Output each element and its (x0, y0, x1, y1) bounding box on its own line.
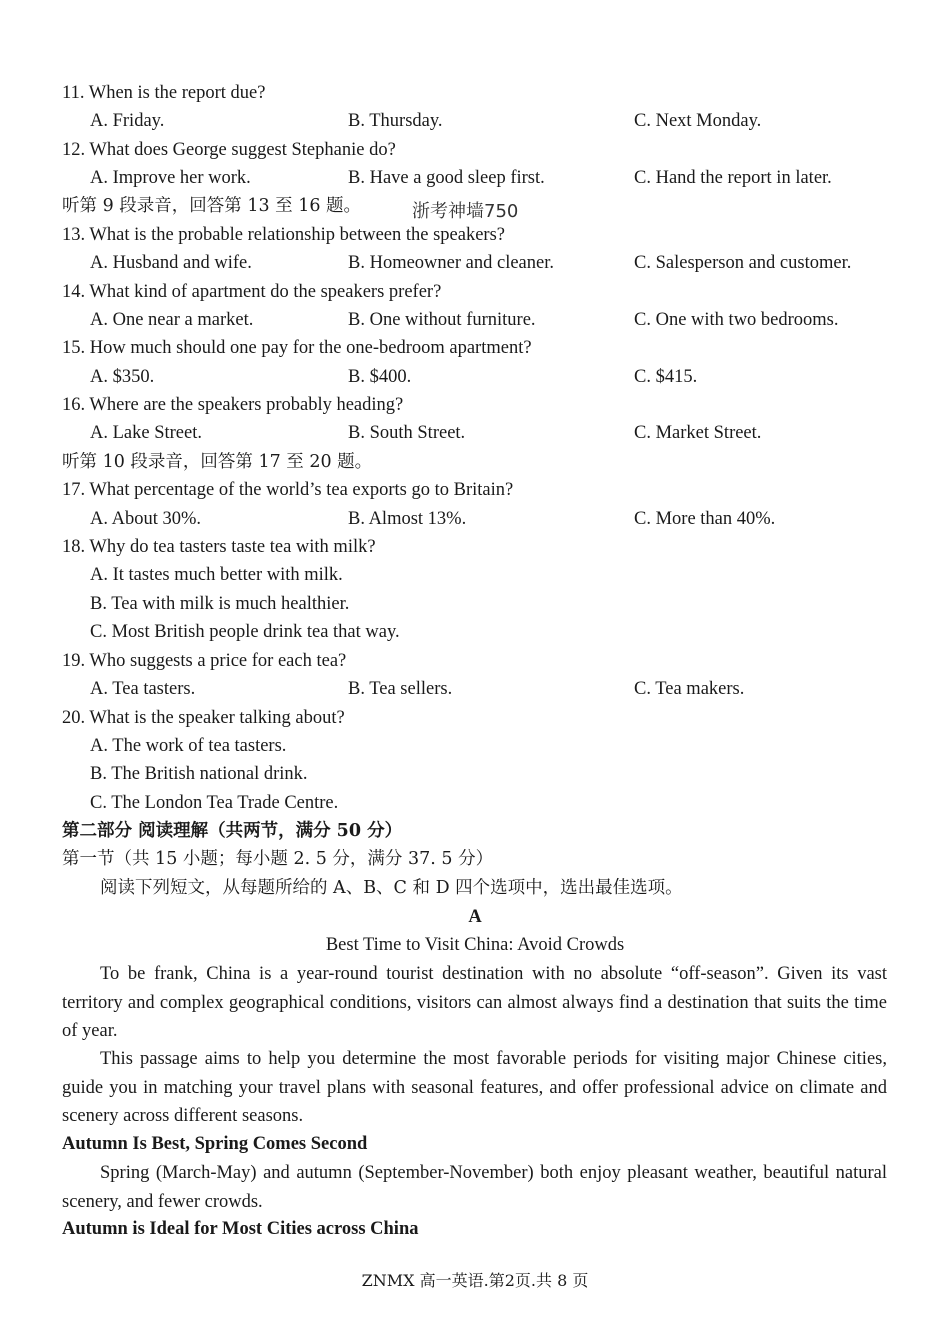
option-15c: C. $415. (634, 367, 698, 387)
question-13: 13. What is the probable relationship between the speakers? (62, 225, 505, 245)
option-12c: C. Hand the report in later. (634, 168, 832, 188)
option-19b: B. Tea sellers. (348, 679, 453, 699)
option-17a: A. About 30%. (90, 509, 201, 529)
option-17c: C. More than 40%. (634, 509, 776, 529)
option-11a: A. Friday. (90, 111, 165, 131)
option-15a: A. $350. (90, 367, 155, 387)
paragraph-3: Spring (March-May) and autumn (September-November) both enjoy pleasant weather, beautiful natural scenery, and fewer crowds. (62, 1163, 887, 1212)
question-18: 18. Why do tea tasters taste tea with milk? (62, 537, 376, 557)
option-11c: C. Next Monday. (634, 111, 762, 131)
question-12: 12. What does George suggest Stephanie do? (62, 140, 396, 160)
option-20b: B. The British national drink. (90, 764, 308, 784)
question-16: 16. Where are the speakers probably heading? (62, 395, 404, 415)
question-20: 20. What is the speaker talking about? (62, 708, 345, 728)
option-14b: B. One without furniture. (348, 310, 536, 330)
option-18a: A. It tastes much better with milk. (90, 565, 343, 585)
passage-title: Best Time to Visit China: Avoid Crowds (325, 935, 625, 955)
option-12a: A. Improve her work. (90, 168, 251, 188)
option-12b: B. Have a good sleep first. (348, 168, 545, 188)
option-20c: C. The London Tea Trade Centre. (90, 793, 339, 813)
question-11: 11. When is the report due? (62, 83, 266, 103)
watermark: 浙考神墙750 (412, 201, 519, 222)
question-17: 17. What percentage of the world’s tea exports go to Britain? (62, 480, 514, 500)
option-16a: A. Lake Street. (90, 423, 202, 443)
question-15: 15. How much should one pay for the one-bedroom apartment? (62, 338, 532, 358)
page-footer: ZNMX 高一英语.第2页.共 8 页 (361, 1271, 589, 1290)
option-13a: A. Husband and wife. (90, 253, 252, 273)
heading-autumn-best: Autumn Is Best, Spring Comes Second (62, 1134, 368, 1154)
option-20a: A. The work of tea tasters. (90, 736, 287, 756)
option-11b: B. Thursday. (348, 111, 443, 131)
option-16b: B. South Street. (348, 423, 466, 443)
option-18b: B. Tea with milk is much healthier. (90, 594, 350, 614)
option-13b: B. Homeowner and cleaner. (348, 253, 554, 273)
option-14c: C. One with two bedrooms. (634, 310, 839, 330)
option-19c: C. Tea makers. (634, 679, 745, 699)
question-14: 14. What kind of apartment do the speakers prefer? (62, 282, 442, 302)
option-15b: B. $400. (348, 367, 412, 387)
option-17b: B. Almost 13%. (348, 509, 467, 529)
paragraph-2: This passage aims to help you determine the most favorable periods for visiting major Chinese cities, guide you in matching your travel plans with seasonal features, and offer professional advice on climate and scenery across different seasons. (62, 1049, 887, 1127)
part2-title: 第二部分 阅读理解（共两节，满分 50 分） (62, 821, 403, 841)
paragraph-1: To be frank, China is a year-round tourist destination with no absolute “off-season”. Given its vast territory and complex geographical conditions, visitors can almost always find a destination that suits the time of year. (62, 964, 887, 1042)
option-13c: C. Salesperson and customer. (634, 253, 852, 273)
section-10-instruction: 听第 10 段录音，回答第 17 至 20 题。 (62, 452, 373, 472)
section-9-instruction: 听第 9 段录音，回答第 13 至 16 题。 (62, 196, 362, 216)
heading-autumn-ideal: Autumn is Ideal for Most Cities across China (62, 1219, 419, 1239)
option-19a: A. Tea tasters. (90, 679, 196, 699)
part2-instruction: 阅读下列短文，从每题所给的 A、B、C 和 D 四个选项中，选出最佳选项。 (100, 878, 683, 898)
option-18c: C. Most British people drink tea that way. (90, 622, 400, 642)
option-14a: A. One near a market. (90, 310, 254, 330)
question-19: 19. Who suggests a price for each tea? (62, 651, 347, 671)
option-16c: C. Market Street. (634, 423, 762, 443)
part2-section1: 第一节（共 15 小题；每小题 2. 5 分，满分 37. 5 分） (62, 849, 494, 869)
passage-letter: A (468, 907, 482, 927)
